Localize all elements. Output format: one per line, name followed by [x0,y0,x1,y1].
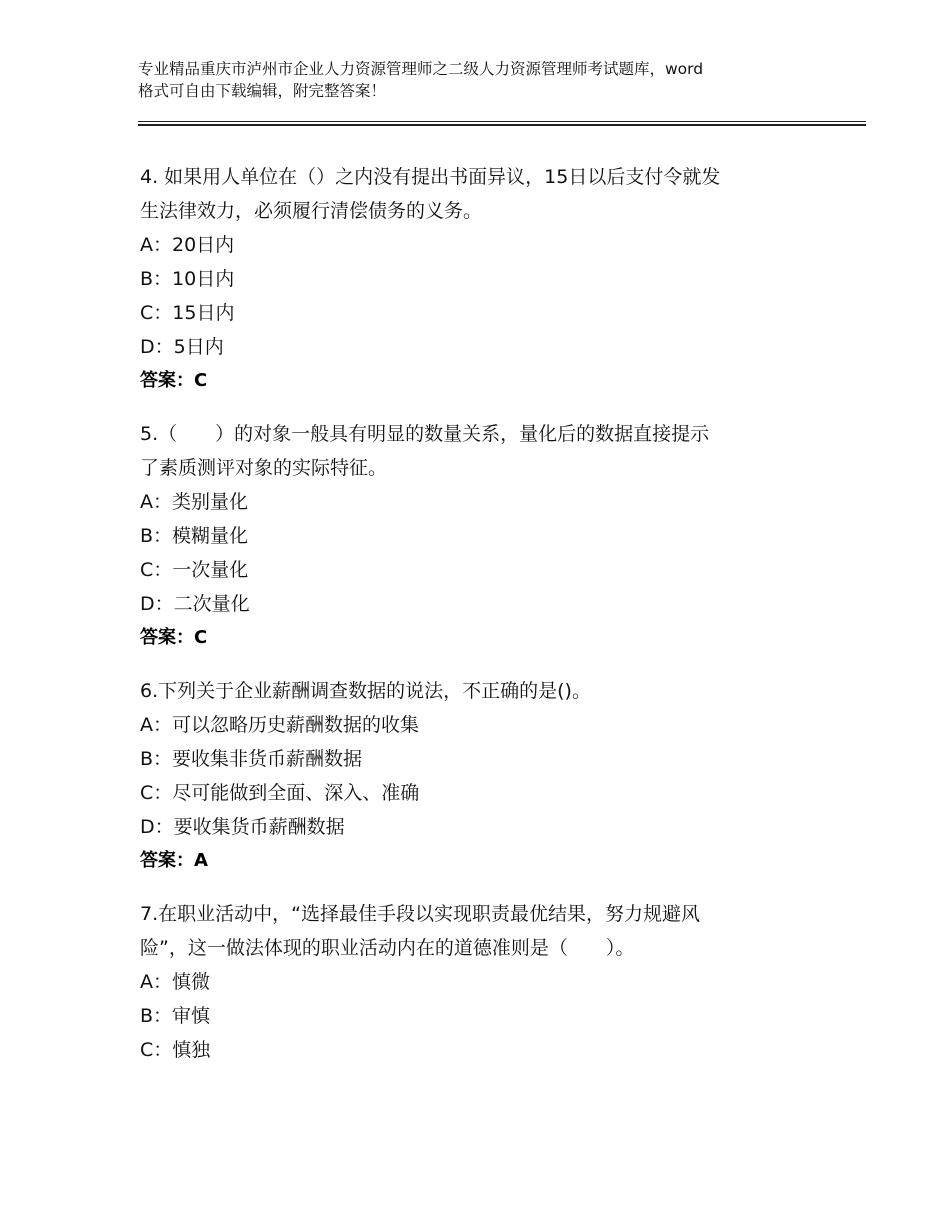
option-c: C：慎独 [140,1039,211,1061]
question-7 [140,897,820,1067]
document-header [138,58,828,102]
option-a: A：类别量化 [140,491,248,513]
question-4 [140,160,820,398]
header-line-2: 格式可自由下载编辑，附完整答案！ [138,82,387,100]
option-a: A：可以忽略历史薪酬数据的收集 [140,714,419,736]
header-divider-thick [138,124,866,126]
question-stem-line: 了素质测评对象的实际特征。 [140,457,388,479]
header-line-1: 专业精品重庆市泸州市企业人力资源管理师之二级人力资源管理师考试题库，word [138,60,704,78]
question-stem-line: 4. 如果用人单位在（）之内没有提出书面异议，15日以后支付令就发 [140,166,721,188]
option-a: A：20日内 [140,234,235,256]
question-stem-line: 生法律效力，必须履行清偿债务的义务。 [140,200,483,222]
option-b: B：要收集非货币薪酬数据 [140,748,363,770]
answer: 答案：C [140,370,208,391]
question-stem-line: 7.在职业活动中，“选择最佳手段以实现职责最优结果，努力规避风 [140,903,700,925]
option-b: B：10日内 [140,268,235,290]
option-d: D：要收集货币薪酬数据 [140,816,345,838]
option-c: C：一次量化 [140,559,249,581]
question-stem-line: 6.下列关于企业薪酬调查数据的说法，不正确的是()。 [140,680,591,702]
option-c: C：15日内 [140,302,235,324]
header-divider-thin [138,121,866,122]
question-5 [140,417,820,655]
answer: 答案：A [140,850,208,871]
option-d: D：5日内 [140,336,224,358]
question-list [140,160,820,1086]
option-d: D：二次量化 [140,593,250,615]
option-b: B：审慎 [140,1005,211,1027]
question-6 [140,674,820,878]
option-c: C：尽可能做到全面、深入、准确 [140,782,420,804]
question-stem-line: 险”，这一做法体现的职业活动内在的道德准则是（ ）。 [140,937,635,959]
option-a: A：慎微 [140,971,210,993]
question-stem-line: 5.（ ）的对象一般具有明显的数量关系，量化后的数据直接提示 [140,423,710,445]
option-b: B：模糊量化 [140,525,249,547]
answer: 答案：C [140,627,208,648]
